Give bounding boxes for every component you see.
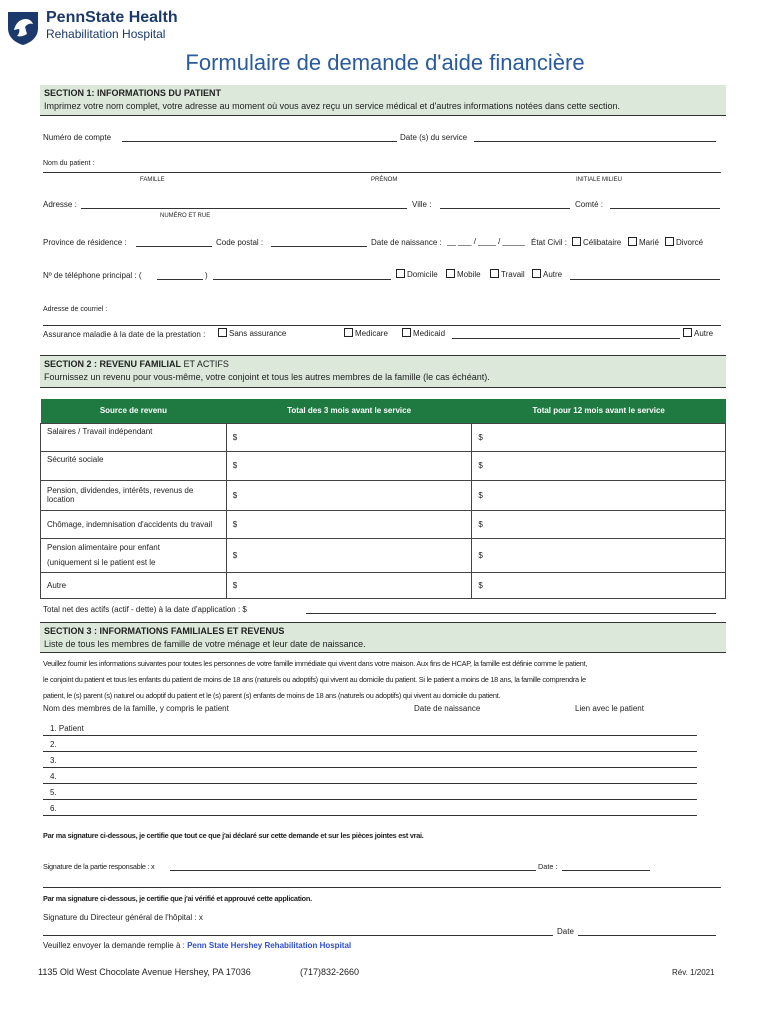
table-row xyxy=(41,572,726,598)
province-label: Province de résidence : xyxy=(43,238,127,247)
hospital-link[interactable]: Penn State Hershey Rehabilitation Hospital xyxy=(187,941,352,950)
insurance-label: Assurance maladie à la date de la prestation : xyxy=(43,330,206,339)
member-row: 4. xyxy=(50,772,57,781)
page-title: Formulaire de demande d'aide financière xyxy=(185,50,585,75)
assets-label: Total net des actifs (actif - dette) à la date d'application : $ xyxy=(43,605,247,614)
member-row: 5. xyxy=(50,788,57,797)
phone-number-input[interactable] xyxy=(213,279,391,280)
send-label: Veuillez envoyer la demande remplie à : xyxy=(43,941,185,950)
member-row: 3. xyxy=(50,756,57,765)
director-date-label: Date xyxy=(557,927,574,936)
birth-date-input[interactable]: __ ___ / ____ / _____ xyxy=(447,237,525,246)
members-col-relation: Lien avec le patient xyxy=(575,704,644,713)
table-row xyxy=(41,510,726,538)
insurance-option-medicaid[interactable]: Medicaid xyxy=(402,328,445,338)
section2-title: SECTION 2 : REVENU FAMILIAL ET ACTIFS xyxy=(44,359,229,369)
certify-statement-2: Par ma signature ci-dessous, je certifie que j'ai vérifié et approuvé cette application. xyxy=(43,894,312,903)
checkbox[interactable] xyxy=(396,269,405,278)
street-label: NUMÉRO ET RUE xyxy=(160,213,211,219)
certify-statement-1: Par ma signature ci-dessous, je certifie que tout ce que j'ai déclaré sur cette demande et sur les pièces jointes est vrai. xyxy=(43,831,424,840)
member-input[interactable] xyxy=(43,815,697,816)
amount-12m-input[interactable]: $ xyxy=(472,510,726,538)
footer-phone: (717)832-2660 xyxy=(300,967,360,977)
section2-subtitle: Fournissez un revenu pour vous-même, votre conjoint et tous les autres membres de la famille (le cas échéant). xyxy=(44,372,490,382)
checkbox[interactable] xyxy=(683,328,692,337)
responsible-date-input[interactable] xyxy=(562,870,650,871)
member-input[interactable] xyxy=(43,751,697,752)
amount-12m-input[interactable]: $ xyxy=(472,572,726,598)
phone-other-input[interactable] xyxy=(570,279,720,280)
insurance-option-medicare[interactable]: Medicare xyxy=(344,328,388,338)
member-input[interactable] xyxy=(43,799,697,800)
brand-name: PennState Health xyxy=(46,9,178,26)
email-label: Adresse de courriel : xyxy=(43,306,108,313)
income-source-label: Pension alimentaire pour enfant xyxy=(47,543,160,552)
section3-header xyxy=(40,622,726,653)
income-source xyxy=(41,538,227,572)
amount-12m-input[interactable]: $ xyxy=(472,538,726,572)
income-source: Pension, dividendes, intérêts, revenus de location xyxy=(41,480,227,510)
revision-label: Rév. 1/2021 xyxy=(672,968,715,977)
account-input[interactable] xyxy=(122,141,397,142)
family-label: FAMILLE xyxy=(140,177,165,183)
member-row: 1. Patient xyxy=(50,724,84,733)
first-name-label: PRÉNOM xyxy=(371,177,398,183)
email-input[interactable] xyxy=(43,325,721,326)
phone-close-paren: ) xyxy=(205,271,208,280)
civil-option-divorced[interactable]: Divorcé xyxy=(665,237,703,247)
director-signature-label: Signature du Directeur général de l'hôpital : x xyxy=(43,913,203,922)
responsible-signature-input[interactable] xyxy=(170,870,536,871)
county-input[interactable] xyxy=(610,208,720,209)
paragraph-line: patient, le (s) parent (s) naturel ou adoptif du patient et le (s) parent (s) enfants de moins de 18 ans (naturels ou adoptifs) qui vivent au domicile du patient. xyxy=(43,691,501,700)
table-row xyxy=(41,480,726,510)
footer-address: 1135 Old West Chocolate Avenue Hershey, PA 17036 xyxy=(38,967,251,977)
amount-3m-input[interactable]: $ xyxy=(226,480,472,510)
section1-subtitle: Imprimez votre nom complet, votre adresse au moment où vous avez reçu un service médical et d'autres informations notées dans cette section. xyxy=(44,101,620,111)
checkbox[interactable] xyxy=(402,328,411,337)
income-source: Chômage, indemnisation d'accidents du travail xyxy=(41,510,227,538)
amount-3m-input[interactable]: $ xyxy=(226,451,472,480)
section1-header xyxy=(40,85,726,116)
checkbox[interactable] xyxy=(446,269,455,278)
section1-title: SECTION 1: INFORMATIONS DU PATIENT xyxy=(44,88,221,98)
account-label: Numéro de compte xyxy=(43,133,112,142)
civil-option-single[interactable]: Célibataire xyxy=(572,237,621,247)
member-input[interactable] xyxy=(43,783,697,784)
responsible-signature-label: Signature de la partie responsable : x xyxy=(43,862,155,871)
checkbox[interactable] xyxy=(628,237,637,246)
county-label: Comté : xyxy=(575,200,604,209)
income-source: Salaires / Travail indépendant xyxy=(41,423,227,451)
patient-name-label: Nom du patient : xyxy=(43,160,95,167)
amount-12m-input[interactable]: $ xyxy=(472,451,726,480)
postal-code-label: Code postal : xyxy=(216,238,264,247)
section3-subtitle: Liste de tous les membres de famille de votre ménage et leur date de naissance. xyxy=(44,639,366,649)
civil-option-married[interactable]: Marié xyxy=(628,237,659,247)
amount-12m-input[interactable]: $ xyxy=(472,423,726,451)
birth-date-label: Date de naissance : xyxy=(371,238,442,247)
member-row: 2. xyxy=(50,740,57,749)
amount-12m-input[interactable]: $ xyxy=(472,480,726,510)
province-input[interactable] xyxy=(136,246,212,247)
checkbox[interactable] xyxy=(572,237,581,246)
member-row: 6. xyxy=(50,804,57,813)
send-to xyxy=(43,941,351,950)
civil-status-label: État Civil : xyxy=(531,238,568,247)
insurance-option-other[interactable]: Autre xyxy=(683,328,713,338)
section3-paragraph xyxy=(43,656,733,704)
member-input[interactable] xyxy=(43,767,697,768)
amount-3m-input[interactable]: $ xyxy=(226,423,472,451)
section3-title: SECTION 3 : INFORMATIONS FAMILIALES ET REVENUS xyxy=(44,626,285,636)
insurance-option-none[interactable]: Sans assurance xyxy=(218,328,286,338)
checkbox[interactable] xyxy=(490,269,499,278)
checkbox[interactable] xyxy=(665,237,674,246)
members-col-birth: Date de naissance xyxy=(414,704,481,713)
phone-type-other[interactable]: Autre xyxy=(532,269,562,279)
phone-label: Nº de téléphone principal : ( xyxy=(43,271,142,280)
insurance-other-input[interactable] xyxy=(452,338,680,339)
address-label: Adresse : xyxy=(43,200,77,209)
amount-3m-input[interactable]: $ xyxy=(226,538,472,572)
paragraph-line: le conjoint du patient et tous les enfants du patient de moins de 18 ans (naturels ou adoptifs) qui vivent au domicile du patient. Si le patient a moins de 18 ans, la famille comprendra le xyxy=(43,675,586,684)
col-12-months: Total pour 12 mois avant le service xyxy=(472,399,726,423)
city-label: Ville : xyxy=(412,200,432,209)
phone-type-mobile[interactable]: Mobile xyxy=(446,269,481,279)
director-signature-input[interactable] xyxy=(43,935,553,936)
income-source-note: (uniquement si le patient est le xyxy=(47,558,156,567)
phone-type-work[interactable]: Travail xyxy=(490,269,525,279)
amount-3m-input[interactable]: $ xyxy=(226,510,472,538)
phone-area-input[interactable] xyxy=(157,279,203,280)
shield-logo-icon xyxy=(6,10,40,46)
divider xyxy=(43,887,721,888)
middle-initial-label: INITIALE MILIEU xyxy=(576,177,623,183)
city-input[interactable] xyxy=(440,208,570,209)
members-col-name: Nom des membres de la famille, y compris le patient xyxy=(43,704,229,713)
responsible-date-label: Date : xyxy=(538,862,558,871)
brand-subtitle: Rehabilitation Hospital xyxy=(46,27,166,41)
checkbox[interactable] xyxy=(218,328,227,337)
section2-header xyxy=(40,355,726,388)
service-date-input[interactable] xyxy=(474,141,716,142)
table-row xyxy=(41,451,726,480)
service-date-label: Date (s) du service xyxy=(400,133,468,142)
col-source: Source de revenu xyxy=(41,399,227,423)
paragraph-line: Veuillez fournir les informations suivantes pour toutes les personnes de votre famille immédiate qui vivent dans votre maison. Aux fins de HCAP, la famille est définie comme le patient, xyxy=(43,659,588,668)
phone-type-home[interactable]: Domicile xyxy=(396,269,438,279)
address-input[interactable] xyxy=(81,208,407,209)
table-row xyxy=(41,423,726,451)
member-input[interactable] xyxy=(43,735,697,736)
checkbox[interactable] xyxy=(344,328,353,337)
postal-code-input[interactable] xyxy=(271,246,367,247)
income-table xyxy=(40,399,726,599)
amount-3m-input[interactable]: $ xyxy=(226,572,472,598)
col-3-months: Total des 3 mois avant le service xyxy=(226,399,472,423)
patient-name-input[interactable] xyxy=(43,172,721,173)
assets-input[interactable] xyxy=(306,613,716,614)
director-date-input[interactable] xyxy=(578,935,716,936)
table-row xyxy=(41,538,726,572)
checkbox[interactable] xyxy=(532,269,541,278)
income-source: Sécurité sociale xyxy=(41,451,227,480)
income-source: Autre xyxy=(41,572,227,598)
